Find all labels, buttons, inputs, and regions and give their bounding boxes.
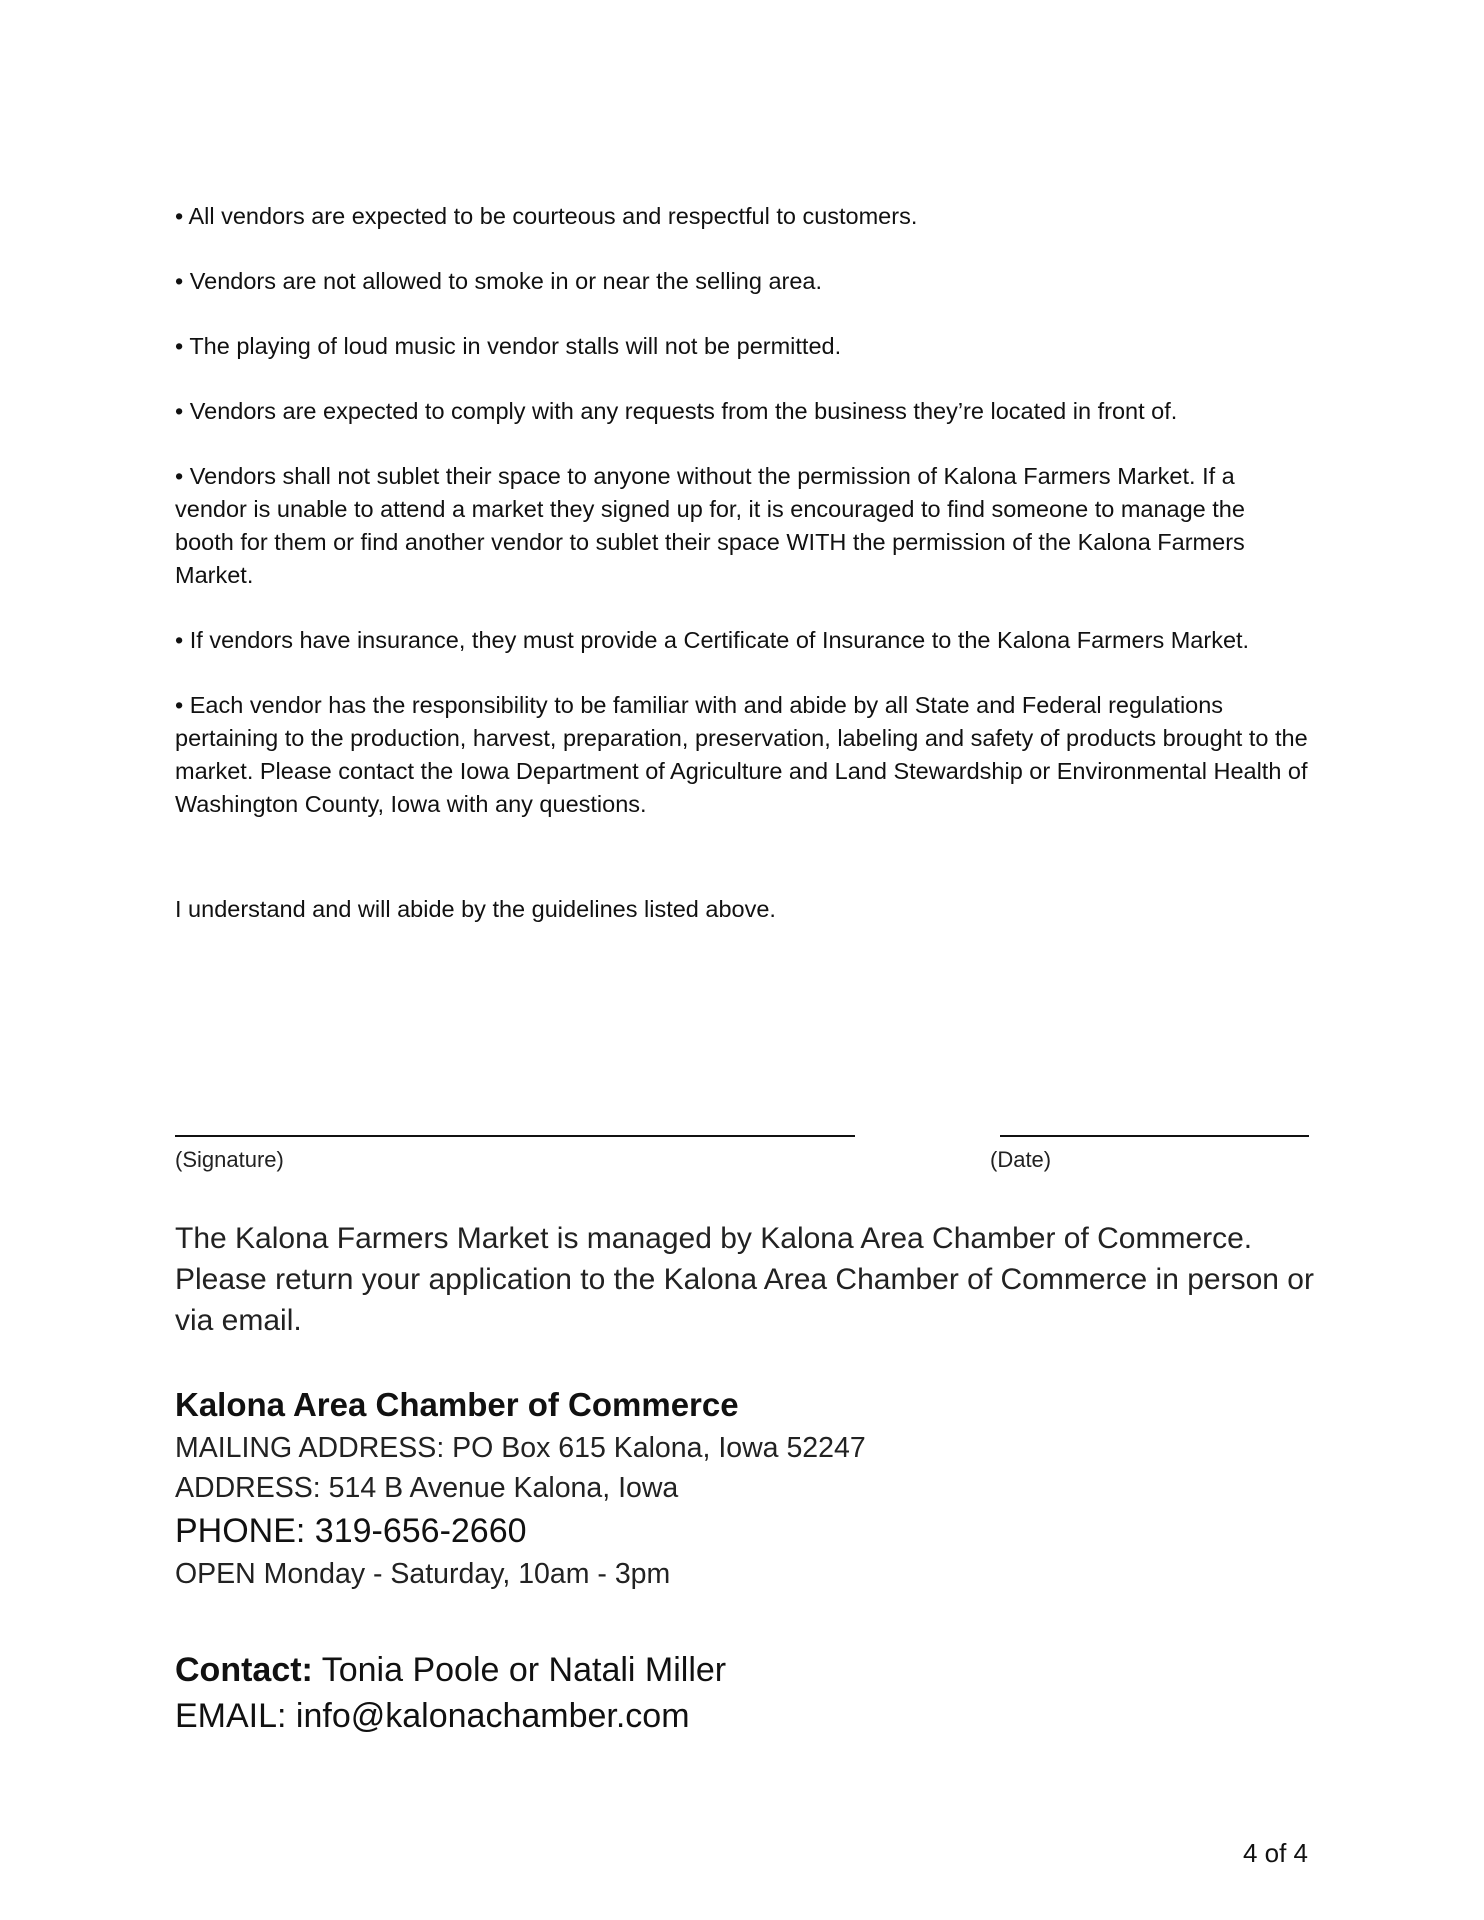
agreement-statement: I understand and will abide by the guidelines listed above.	[175, 896, 776, 922]
signature-line[interactable]	[175, 1135, 855, 1137]
page-number: 4 of 4	[1242, 1838, 1308, 1868]
rule-no-loud-music: • The playing of loud music in vendor stalls will not be permitted.	[175, 333, 842, 359]
contact-label: Contact:	[175, 1651, 313, 1689]
signature-label: (Signature)	[175, 1147, 284, 1172]
rule-no-sublet: • Vendors shall not sublet their space to anyone without the permission of Kalona Farmers Market. If a vendor is unable to attend a market they signed up for, it is encouraged to find someone to manage the booth for them or find another vendor to sublet their space WITH the permission of the Kalona Farmers Market.	[175, 463, 1245, 588]
contact-line	[175, 1647, 726, 1693]
rule-insurance: • If vendors have insurance, they must provide a Certificate of Insurance to the Kalona Farmers Market.	[175, 627, 1250, 653]
contact-block	[175, 1647, 726, 1739]
guidelines-section	[175, 200, 1310, 926]
management-info: The Kalona Farmers Market is managed by Kalona Area Chamber of Commerce. Please return your application to the Kalona Area Chamber of Commerce in person or via email.	[175, 1222, 1314, 1337]
date-line[interactable]	[1000, 1135, 1309, 1137]
rule-courteous: • All vendors are expected to be courteous and respectful to customers.	[175, 203, 918, 229]
mailing-address: MAILING ADDRESS: PO Box 615 Kalona, Iowa 52247	[175, 1432, 866, 1464]
rule-comply-requests: • Vendors are expected to comply with any requests from the business they’re located in front of.	[175, 398, 1178, 424]
signature-block	[175, 1130, 1310, 1190]
contact-names: Tonia Poole or Natali Miller	[312, 1651, 727, 1689]
contact-email[interactable]: EMAIL: info@kalonachamber.com	[175, 1697, 690, 1735]
phone-number: PHONE: 319-656-2660	[175, 1512, 527, 1550]
rule-regulations: • Each vendor has the responsibility to be familiar with and abide by all State and Federal regulations pertaining to the production, harvest, preparation, preservation, labeling and safety of products brought to the market. Please contact the Iowa Department of Agriculture and Land Stewardship or Environmental Health of Washington County, Iowa with any questions.	[175, 692, 1308, 817]
office-hours: OPEN Monday - Saturday, 10am - 3pm	[175, 1558, 671, 1590]
date-label: (Date)	[990, 1147, 1052, 1172]
rule-no-smoking: • Vendors are not allowed to smoke in or near the selling area.	[175, 268, 823, 294]
organization-name: Kalona Area Chamber of Commerce	[175, 1386, 739, 1423]
organization-block	[175, 1382, 1310, 1594]
street-address: ADDRESS: 514 B Avenue Kalona, Iowa	[175, 1472, 679, 1504]
